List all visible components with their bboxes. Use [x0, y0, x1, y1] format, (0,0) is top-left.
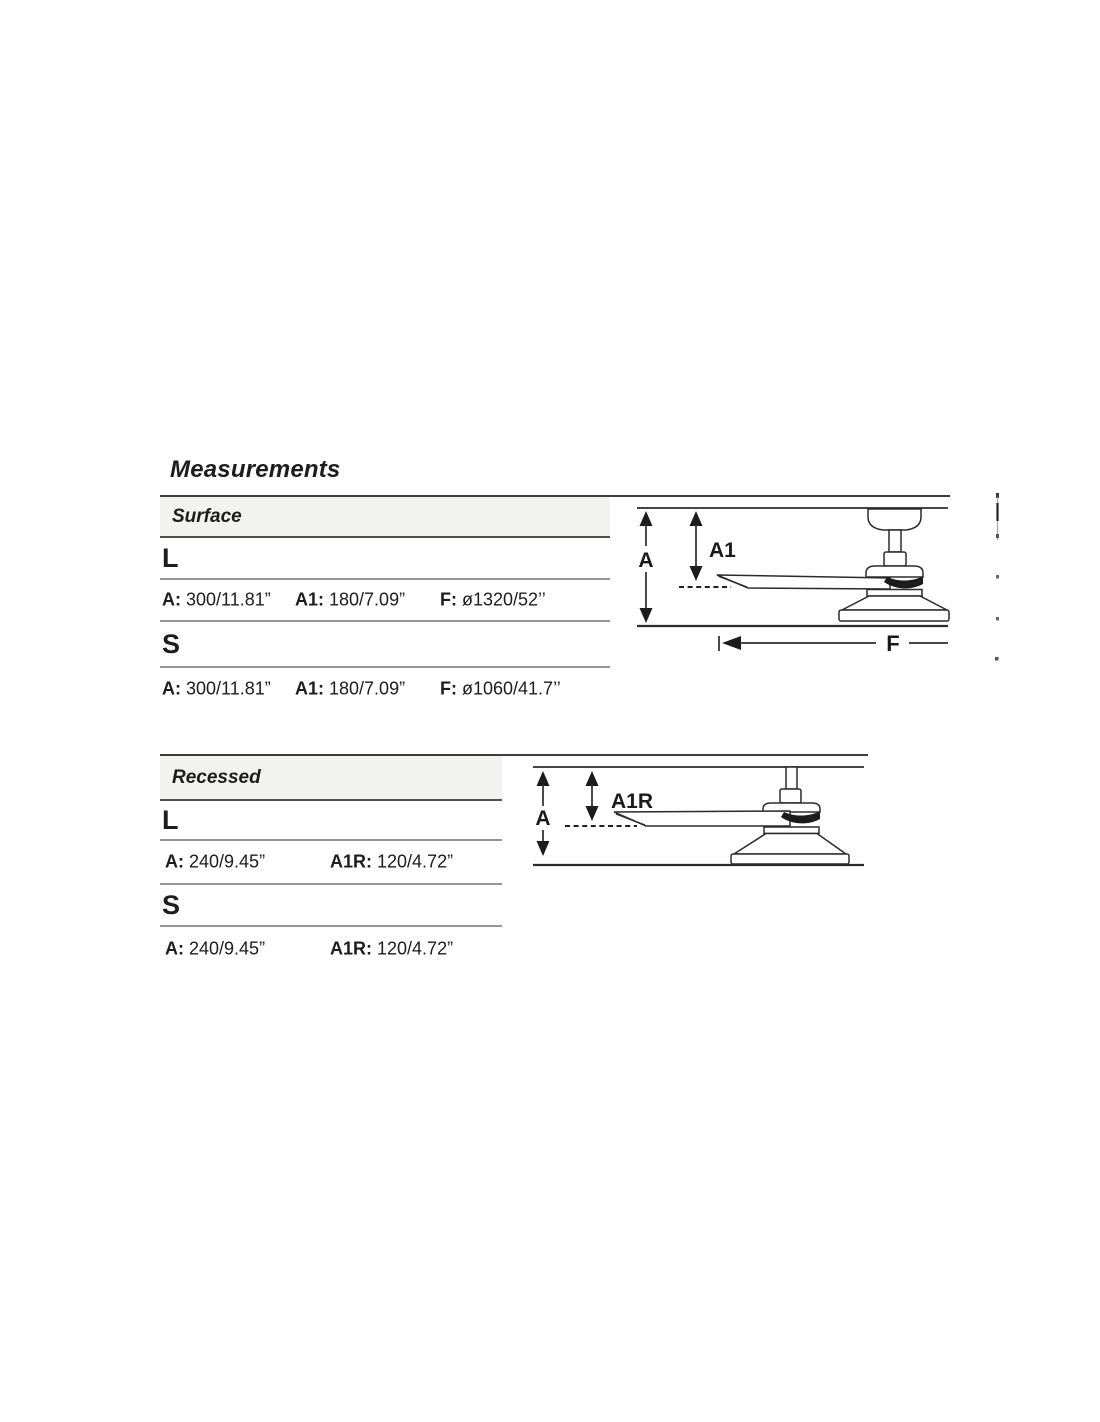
spec-f: [440, 679, 561, 700]
spec-a: [165, 939, 265, 960]
page-title: Measurements: [170, 456, 341, 483]
spec-value: ø1320/52’’: [462, 589, 546, 610]
dim-a-label: A: [535, 807, 551, 830]
surface-row-variant-L: [160, 538, 610, 580]
dim-a1-label: A1: [709, 539, 736, 562]
crop-artifact: [996, 503, 998, 521]
arrow-down-icon: [690, 566, 703, 581]
spec-a: [165, 852, 265, 873]
spec-value: 180/7.09”: [329, 589, 406, 610]
recessed-table-header: [160, 756, 502, 801]
spec-value: 120/4.72”: [377, 938, 454, 959]
spec-a1: [295, 679, 405, 700]
recessed-row-specs-L: [160, 841, 502, 885]
spec-f: [440, 590, 546, 611]
arrow-down-icon: [640, 608, 653, 623]
dim-f-label: F: [886, 631, 900, 656]
spec-a1r: [330, 939, 453, 960]
spec-label: A:: [162, 589, 181, 610]
spec-label: A:: [162, 678, 181, 699]
spec-label: A1:: [295, 678, 325, 699]
fan-coupler: [780, 789, 801, 803]
surface-row-variant-S: [160, 622, 610, 668]
variant-label: L: [162, 804, 179, 835]
dim-a-label: A: [638, 549, 654, 572]
surface-row-specs-S: [160, 668, 610, 710]
arrow-down-icon: [537, 841, 550, 856]
variant-label: L: [162, 542, 179, 573]
fan-downrod: [889, 530, 901, 552]
spec-a1: [295, 590, 405, 611]
spec-label: A1R:: [330, 938, 373, 959]
surface-table-header: [160, 497, 610, 538]
spec-a1r: [330, 852, 453, 873]
crop-artifact: [995, 657, 999, 661]
dim-a1r-label: A1R: [611, 790, 654, 813]
arrow-down-icon: [586, 806, 599, 821]
fan-motor-cap: [866, 566, 923, 577]
fan-downrod: [786, 767, 797, 789]
spec-value: 120/4.72”: [377, 851, 454, 872]
recessed-row-variant-S: [160, 885, 502, 927]
variant-label: S: [162, 889, 181, 920]
spec-value: ø1060/41.7’’: [462, 678, 561, 699]
spec-value: 240/9.45”: [189, 938, 266, 959]
crop-artifact: [996, 534, 999, 538]
arrow-up-icon: [640, 511, 653, 526]
crop-artifact: [996, 575, 999, 579]
fan-motor-band: [867, 590, 922, 597]
fan-motor-band: [764, 827, 819, 834]
fan-blade: [717, 575, 890, 589]
fan-light-cone: [842, 596, 947, 610]
spec-label: F:: [440, 589, 457, 610]
page-edge-crop-artifacts: [990, 488, 1004, 668]
spec-label: A1R:: [330, 851, 373, 872]
spec-label: F:: [440, 678, 457, 699]
arrow-left-icon: [722, 636, 741, 650]
spec-value: 180/7.09”: [329, 678, 406, 699]
fan-coupler: [884, 552, 906, 566]
spec-value: 300/11.81”: [186, 678, 271, 699]
recessed-row-variant-L: [160, 801, 502, 841]
spec-label: A:: [165, 851, 184, 872]
fan-light-rim: [731, 854, 849, 864]
arrow-up-icon: [690, 511, 703, 526]
spec-value: 240/9.45”: [189, 851, 266, 872]
fan-light-rim: [839, 610, 949, 621]
fan-canopy: [868, 509, 921, 530]
crop-artifact: [996, 617, 999, 621]
variant-label: S: [162, 628, 181, 659]
arrow-up-icon: [537, 771, 550, 786]
spec-label: A1:: [295, 589, 325, 610]
spec-a: [162, 590, 271, 611]
spec-label: A:: [165, 938, 184, 959]
surface-fan-diagram: [630, 488, 955, 660]
surface-row-specs-L: [160, 580, 610, 622]
surface-header-label: Surface: [172, 505, 242, 527]
recessed-row-specs-S: [160, 927, 502, 971]
recessed-fan-diagram: [525, 748, 870, 872]
fan-light-cone: [734, 834, 846, 855]
spec-a: [162, 679, 271, 700]
recessed-header-label: Recessed: [172, 766, 261, 788]
spec-value: 300/11.81”: [186, 589, 271, 610]
arrow-up-icon: [586, 771, 599, 786]
